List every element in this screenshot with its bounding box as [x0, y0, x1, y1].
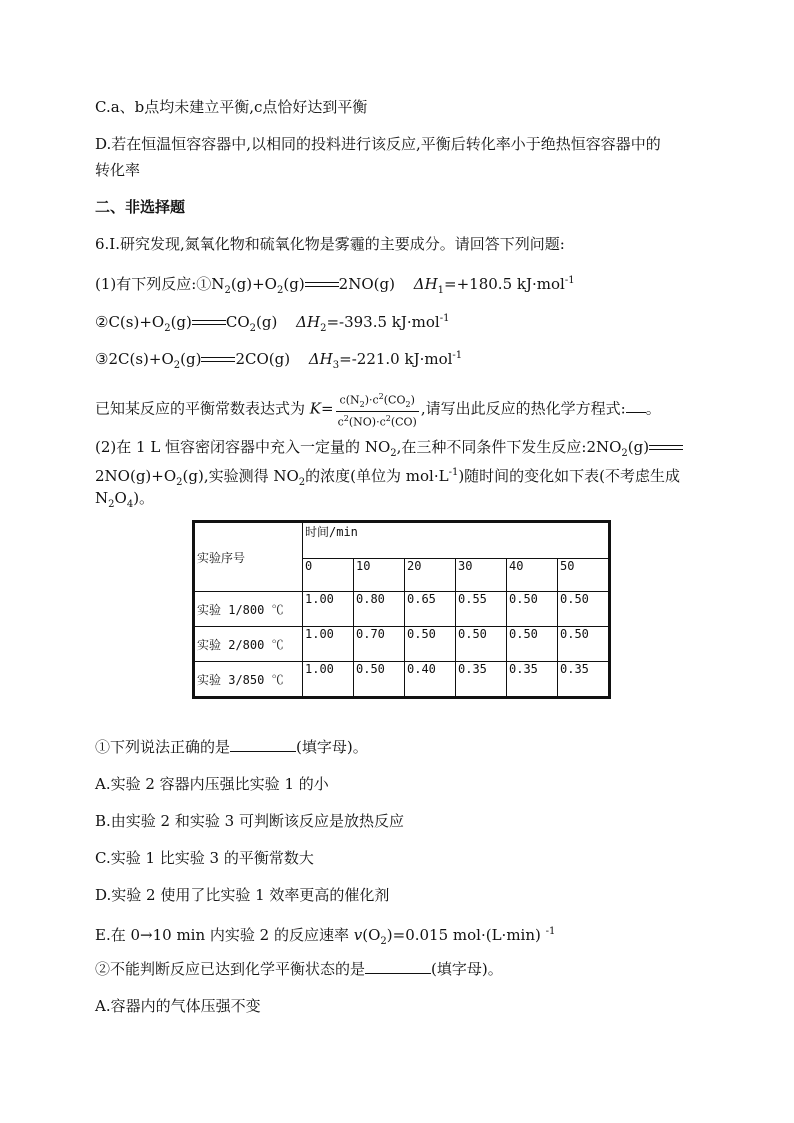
frac-part: c [337, 415, 344, 429]
time-cell: 50 [558, 559, 610, 592]
k-denominator [336, 412, 419, 429]
option-c: C.a、b点均未建立平衡,c点恰好达到平衡 [95, 98, 368, 116]
part-2-text: )随时间的变化如下表(不考虑生成 [458, 467, 681, 485]
subquestion-text: (填字母)。 [296, 738, 368, 756]
time-cell: 20 [405, 559, 456, 592]
table-header-experiment: 实验序号 [194, 522, 303, 592]
value-cell: 0.70 [354, 627, 405, 662]
option-a: A.实验 2 容器内压强比实验 1 的小 [95, 775, 329, 793]
table-row [194, 662, 610, 698]
time-cell: 0 [303, 559, 354, 592]
value-cell: 0.50 [354, 662, 405, 698]
option-b: B.由实验 2 和实验 3 可判断该反应是放热反应 [95, 812, 404, 830]
frac-part: (NO)·c [348, 415, 386, 429]
subscript: 2 [164, 323, 171, 334]
option-c2: C.实验 1 比实验 3 的平衡常数大 [95, 849, 314, 867]
subquestion-text: (填字母)。 [431, 960, 503, 978]
reaction-1-product: 2NO(g) [338, 275, 395, 293]
value-cell: 0.50 [507, 592, 558, 627]
enthalpy-symbol: ΔH [296, 313, 321, 331]
equilibrium-arrow-icon [305, 280, 339, 290]
value-cell: 1.00 [303, 627, 354, 662]
option-text: v [353, 926, 363, 944]
part-2-line3: $N_2O_4$)。 [95, 489, 155, 510]
equilibrium-arrow-icon [192, 318, 226, 328]
superscript: -1 [564, 275, 575, 286]
time-cell: 40 [507, 559, 558, 592]
subquestion-2 [95, 959, 503, 979]
subscript: 2 [621, 448, 628, 459]
part-2-text: (g),实验测得 NO [182, 467, 299, 485]
section-heading: 二、非选择题 [95, 198, 186, 216]
value-cell: 0.50 [558, 592, 610, 627]
row-label: 实验 3/850 ℃ [194, 662, 303, 698]
table-row [194, 592, 610, 627]
value-cell: 0.35 [456, 662, 507, 698]
k-intro: 已知某反应的平衡常数表达式为 [95, 399, 306, 418]
subscript: 2 [108, 499, 115, 510]
value-cell: 0.40 [405, 662, 456, 698]
concentration-table [192, 520, 611, 699]
k-numerator [336, 390, 419, 412]
subscript: 4 [126, 499, 134, 510]
k-end: 。 [645, 399, 661, 418]
reaction-3-state: (g) [180, 350, 202, 368]
subquestion-text: ②不能判断反应已达到化学平衡状态的是 [95, 960, 366, 978]
answer-blank[interactable] [365, 959, 431, 974]
enthalpy-symbol: ΔH [413, 275, 438, 293]
value-cell: 0.55 [456, 592, 507, 627]
enthalpy-value: =-393.5 kJ·mol [326, 313, 440, 331]
reaction-2-product-state: (g) [256, 313, 278, 331]
part-2-text: (2)在 1 L 恒容密闭容器中充入一定量的 NO [95, 438, 391, 456]
k-fraction [336, 390, 419, 429]
value-cell: 0.50 [405, 627, 456, 662]
option-text: )=0.015 mol·(L·min) [386, 926, 541, 944]
value-cell: 0.65 [405, 592, 456, 627]
reaction-3 [95, 346, 462, 376]
superscript: -1 [545, 926, 556, 937]
row-label: 实验 1/800 ℃ [194, 592, 303, 627]
option-d-line1: D.若在恒温恒容容器中,以相同的投料进行该反应,平衡后转化率小于绝热恒容容器中的 [95, 135, 661, 153]
superscript: -1 [439, 313, 450, 324]
part-2-text: (g) [627, 438, 650, 456]
frac-part: c(N [339, 393, 360, 407]
table-header-time: 时间/min [303, 522, 610, 559]
subscript: 2 [320, 323, 327, 334]
time-cell: 10 [354, 559, 405, 592]
frac-part: (CO [383, 393, 406, 407]
value-cell: 0.35 [558, 662, 610, 698]
superscript: 2 [385, 413, 391, 423]
subscript: 2 [276, 285, 284, 296]
subscript: 2 [224, 285, 231, 296]
value-cell: 0.50 [507, 627, 558, 662]
part-2-text: 的浓度(单位为 mol·L [305, 467, 449, 485]
subscript: 2 [380, 936, 387, 947]
k-prompt: ,请写出此反应的热化学方程式: [420, 399, 626, 418]
reaction-3-lhs: ③2C(s)+O [95, 350, 174, 368]
reaction-2-product: CO [225, 313, 250, 331]
value-cell: 0.35 [507, 662, 558, 698]
answer-blank[interactable] [626, 398, 646, 413]
reaction-3-product: 2CO(g) [235, 350, 291, 368]
reaction-1-lhs: (1)有下列反应:①N [95, 275, 225, 293]
enthalpy-symbol: ΔH [308, 350, 333, 368]
part-2-text: 。 [139, 489, 155, 507]
value-cell: 1.00 [303, 662, 354, 698]
enthalpy-value: =-221.0 kJ·mol [339, 350, 453, 368]
row-label: 实验 2/800 ℃ [194, 627, 303, 662]
part-2-text: N [95, 489, 109, 507]
superscript: -1 [452, 350, 463, 361]
value-cell: 1.00 [303, 592, 354, 627]
option-d2: D.实验 2 使用了比实验 1 效率更高的催化剂 [95, 886, 390, 904]
subscript: 2 [173, 360, 181, 371]
answer-blank[interactable] [230, 737, 296, 752]
part-2-line1 [95, 437, 683, 464]
option-text: E.在 0→10 min 内实验 2 的反应速率 [95, 926, 349, 944]
part-2-text: 2NO(g)+O [95, 467, 177, 485]
option-d-line2: 转化率 [95, 161, 141, 179]
reaction-1-state: (g) [283, 275, 305, 293]
subscript: 2 [176, 477, 183, 488]
part-2-line2 [95, 463, 680, 493]
k-symbol: K= [309, 399, 334, 418]
value-cell: 0.50 [456, 627, 507, 662]
reaction-1-mid: (g)+O [230, 275, 277, 293]
reaction-2-state: (g) [170, 313, 192, 331]
subquestion-1 [95, 737, 368, 757]
subscript: 2 [249, 323, 257, 334]
subquestion-text: ①下列说法正确的是 [95, 738, 231, 756]
subscript: 1 [437, 285, 445, 296]
table-row [194, 627, 610, 662]
option-a2: A.容器内的气体压强不变 [95, 997, 261, 1015]
equilibrium-arrow-icon [649, 443, 683, 453]
subscript: 2 [359, 399, 365, 409]
subscript: 2 [298, 477, 306, 488]
reaction-2 [95, 309, 449, 339]
option-e [95, 922, 555, 952]
part-2-text: O [114, 489, 127, 507]
superscript: 2 [378, 392, 384, 401]
subscript: 2 [405, 399, 411, 409]
question-6-stem: 6.Ⅰ.研究发现,氮氧化物和硫氧化物是雾霾的主要成分。请回答下列问题: [95, 235, 565, 253]
subscript: 3 [332, 360, 340, 371]
time-cell: 30 [456, 559, 507, 592]
superscript: 2 [343, 413, 349, 423]
frac-part: (CO) [390, 415, 417, 429]
value-cell: 0.80 [354, 592, 405, 627]
part-2-text: ,在三种不同条件下发生反应:2NO [396, 438, 622, 456]
reaction-2-lhs: ②C(s)+O [95, 313, 165, 331]
subscript: 2 [390, 448, 397, 459]
value-cell: 0.50 [558, 627, 610, 662]
option-text: (O [362, 926, 381, 944]
frac-part: )·c [364, 393, 379, 407]
enthalpy-value: =+180.5 kJ·mol [444, 275, 565, 293]
reaction-1 [95, 271, 575, 301]
frac-part: ) [410, 393, 415, 407]
equilibrium-constant-line [95, 390, 661, 429]
equilibrium-arrow-icon [201, 355, 235, 365]
superscript: -1 [448, 467, 459, 478]
